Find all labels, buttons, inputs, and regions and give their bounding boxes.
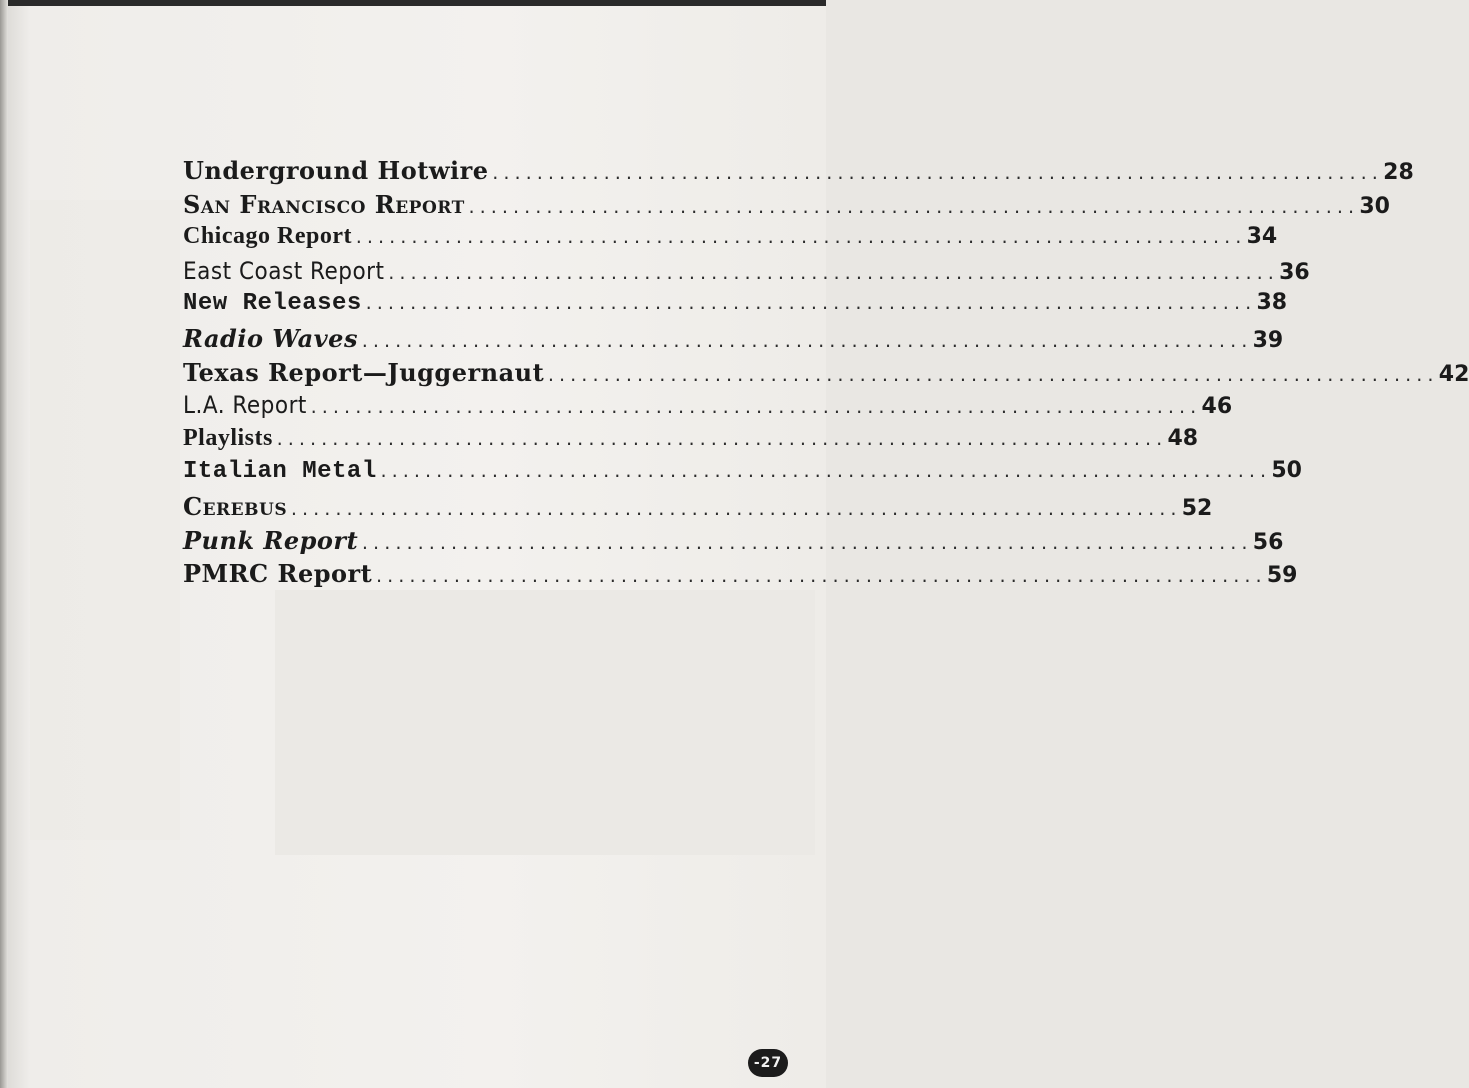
bleed-through-image-block — [275, 590, 815, 855]
toc-entry-title: L.A. Report — [183, 391, 307, 420]
toc-entry-title: Cerebus — [183, 491, 288, 521]
toc-entry-page: 42 — [1438, 361, 1469, 387]
toc-leader-dots: ................................................................................ — [546, 365, 1437, 385]
toc-entry-page: 50 — [1271, 458, 1302, 484]
toc-entry-page: 34 — [1246, 224, 1278, 250]
page-left-edge — [0, 0, 8, 1088]
toc-entry-page: 28 — [1383, 160, 1414, 185]
toc-entry[interactable] — [183, 458, 1302, 492]
toc-entry-title: San Francisco Report — [183, 189, 465, 219]
toc-entry[interactable] — [183, 491, 1213, 526]
toc-leader-dots: ................................................................................ — [353, 228, 1245, 248]
toc-entry-page: 48 — [1167, 425, 1199, 451]
toc-leader-dots: ................................................................................ — [363, 294, 1255, 314]
toc-entry-title: Punk Report — [183, 525, 359, 555]
toc-entry[interactable] — [183, 525, 1284, 560]
toc-entry-page: 39 — [1252, 327, 1284, 353]
toc-leader-dots: ................................................................................ — [490, 164, 1382, 183]
toc-entry-page: 52 — [1181, 495, 1213, 521]
toc-leader-dots: ................................................................................ — [374, 567, 1265, 587]
toc-leader-dots: ................................................................................ — [386, 263, 1278, 283]
toc-entry-page: 46 — [1201, 394, 1233, 420]
toc-entry[interactable] — [183, 189, 1390, 224]
toc-entry[interactable] — [183, 156, 1414, 190]
toc-entry-page: 38 — [1256, 290, 1288, 316]
toc-entry[interactable] — [183, 290, 1288, 324]
toc-entry[interactable] — [183, 559, 1298, 593]
page-number-badge: -27 — [748, 1049, 788, 1077]
toc-entry-title: New Releases — [183, 290, 362, 318]
page-top-edge — [0, 0, 826, 6]
toc-entry[interactable] — [183, 223, 1278, 257]
bleed-through-text-column — [30, 200, 180, 840]
toc-entry-title: Texas Report—Juggernaut — [183, 357, 545, 387]
toc-leader-dots: ................................................................................ — [308, 398, 1200, 418]
toc-leader-dots: ................................................................................ — [360, 533, 1251, 553]
toc-entry[interactable] — [183, 323, 1284, 358]
toc-entry-title: Playlists — [183, 424, 273, 451]
toc-entry-page: 36 — [1279, 259, 1310, 285]
toc-entry-title: Italian Metal — [183, 458, 377, 486]
toc-leader-dots: ................................................................................ — [378, 462, 1270, 482]
toc-entry-title: Underground Hotwire — [183, 156, 489, 185]
toc-entry-title: Radio Waves — [183, 323, 358, 353]
toc-entry[interactable] — [183, 256, 1310, 291]
toc-leader-dots: ................................................................................ — [466, 197, 1358, 217]
toc-entry-page: 56 — [1252, 529, 1284, 555]
table-of-contents — [183, 156, 1469, 593]
toc-entry[interactable] — [183, 391, 1233, 425]
toc-entry-page: 30 — [1359, 193, 1390, 219]
toc-entry-title: PMRC Report — [183, 559, 373, 589]
toc-leader-dots: ................................................................................ — [274, 429, 1166, 449]
toc-leader-dots: ................................................................................ — [359, 331, 1251, 351]
toc-leader-dots: ................................................................................ — [289, 499, 1180, 519]
toc-entry-title: East Coast Report — [183, 256, 385, 285]
toc-entry-page: 59 — [1266, 563, 1298, 589]
toc-entry-title: Chicago Report — [183, 223, 352, 250]
toc-entry[interactable] — [183, 424, 1199, 459]
toc-entry[interactable] — [183, 357, 1469, 392]
